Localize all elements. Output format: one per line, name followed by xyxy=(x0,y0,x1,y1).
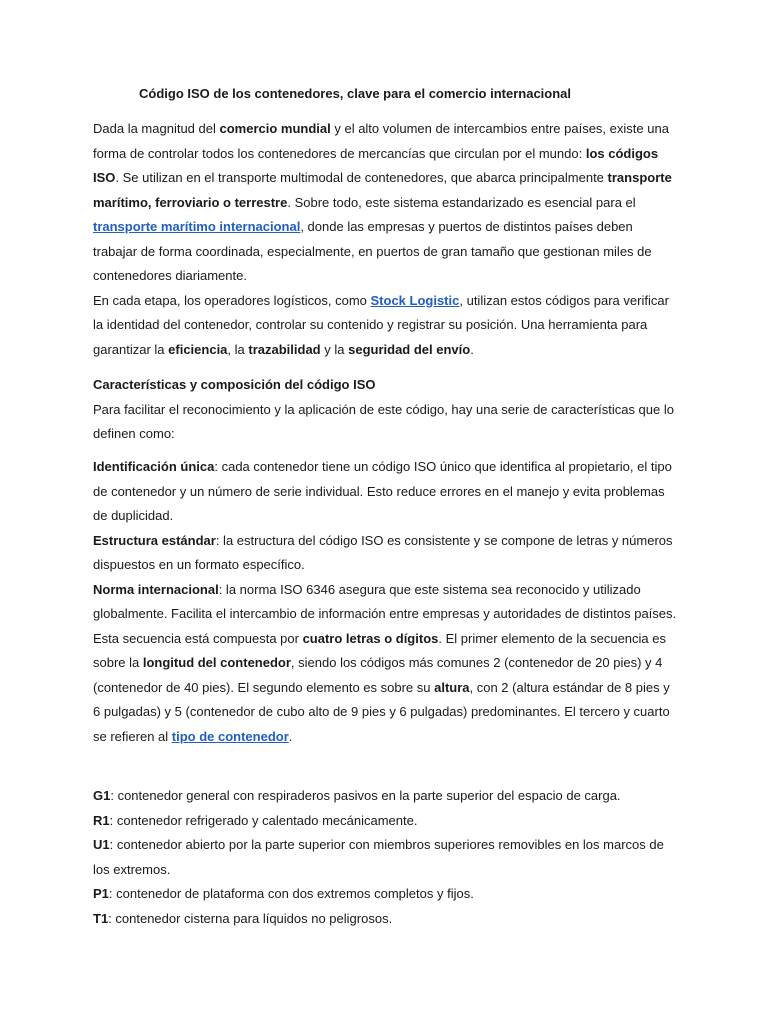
feature-label: Identificación única xyxy=(93,459,215,474)
types-block xyxy=(93,784,678,931)
stages-paragraph xyxy=(93,289,678,363)
type-item xyxy=(93,907,678,932)
intro-bold-2: los códigos ISO xyxy=(93,145,659,185)
type-text: : contenedor cisterna para líquidos no peligrosos. xyxy=(108,910,393,926)
stages-bold-3: seguridad del envío xyxy=(348,341,471,357)
type-code: P1 xyxy=(93,886,109,901)
type-item xyxy=(93,784,678,809)
type-text: : contenedor abierto por la parte superior con miembros superiores removibles en los marcos de los extremos. xyxy=(93,837,664,877)
intro-text-4: . Sobre todo, este sistema estandarizado es esencial para el xyxy=(287,194,636,210)
stages-text-3: , la xyxy=(227,341,249,357)
type-code: T1 xyxy=(93,910,109,926)
feature-item xyxy=(93,455,678,529)
type-item xyxy=(93,833,678,882)
sequence-text-4: , con 2 (altura estándar de 8 pies y 6 pulgadas) y 5 (contenedor de cubo alto de 9 pies y 6 pulgadas) predominantes. El tercero y cuarto se refieren al xyxy=(93,679,670,744)
stages-text-2: , utilizan estos códigos para verificar la identidad del contenedor, controlar su contenido y registrar su posición. Una herramienta para garantizar la xyxy=(93,292,669,357)
sequence-bold-2: longitud del contenedor xyxy=(142,655,291,670)
sequence-text-2: . El primer elemento de la secuencia es sobre la xyxy=(93,630,666,670)
type-code: U1 xyxy=(93,837,110,852)
sequence-bold-1: cuatro letras o dígitos xyxy=(302,630,439,646)
sequence-paragraph xyxy=(93,627,678,750)
type-code: G1 xyxy=(93,788,111,803)
feature-text: : la norma ISO 6346 asegura que este sistema sea reconocido y utilizado globalmente. Facilita el intercambio de información entre empresas y autoridades de distintos países. xyxy=(93,581,677,621)
type-code: R1 xyxy=(93,812,110,828)
link-tipo-de-contenedor[interactable]: tipo de contenedor xyxy=(171,728,289,744)
type-item xyxy=(93,882,678,907)
stages-text-1: En cada etapa, los operadores logísticos, como xyxy=(93,292,371,308)
document-title: Código ISO de los contenedores, clave para el comercio internacional xyxy=(139,86,572,101)
stages-text-5: . xyxy=(470,341,474,357)
sequence-bold-3: altura xyxy=(434,679,470,695)
section-block xyxy=(93,373,678,447)
type-text: : contenedor general con respiraderos pasivos en la parte superior del espacio de carga. xyxy=(110,788,621,803)
feature-item xyxy=(93,529,678,578)
intro-text-5: , donde las empresas y puertos de distintos países deben trabajar de forma coordinada, especialmente, en puertos de gran tamaño que gestionan miles de contenedores diariamente. xyxy=(93,219,652,283)
link-stock-logistic[interactable]: Stock Logistic xyxy=(370,292,460,308)
intro-bold-3: transporte marítimo, ferroviario o terrestre xyxy=(93,170,672,210)
feature-text: : cada contenedor tiene un código ISO único que identifica al propietario, el tipo de contenedor y un número de serie individual. Esto reduce errores en el manejo y evita problemas de duplicidad. xyxy=(93,459,672,523)
stages-text-4: y la xyxy=(320,341,349,357)
feature-item xyxy=(93,578,678,627)
feature-text: : la estructura del código ISO es consistente y se compone de letras y números dispuestos en un formato específico. xyxy=(93,532,673,572)
sequence-text-3: , siendo los códigos más comunes 2 (contenedor de 20 pies) y 4 (contenedor de 40 pies). El segundo elemento es sobre su xyxy=(93,655,663,695)
intro-text-1: Dada la magnitud del xyxy=(93,121,220,136)
features-block xyxy=(93,455,678,749)
stages-bold-2: trazabilidad xyxy=(248,341,321,357)
intro-paragraph xyxy=(93,117,678,289)
type-text: : contenedor de plataforma con dos extremos completos y fijos. xyxy=(108,886,474,901)
stages-bold-1: eficiencia xyxy=(168,341,228,357)
intro-text-2: y el alto volumen de intercambios entre países, existe una forma de controlar todos los contenedores de mercancías que circulan por el mundo: xyxy=(93,121,669,161)
link-transporte-maritimo[interactable]: transporte marítimo internacional xyxy=(93,219,301,234)
type-text: : contenedor refrigerado y calentado mecánicamente. xyxy=(109,812,418,828)
sequence-text-1: Esta secuencia está compuesta por xyxy=(93,630,303,646)
section-heading xyxy=(93,373,678,398)
intro-block xyxy=(93,117,678,362)
intro-text-3: . Se utilizan en el transporte multimodal de contenedores, que abarca principalmente xyxy=(115,170,608,185)
feature-label: Estructura estándar xyxy=(93,532,216,548)
sequence-text-5: . xyxy=(288,728,293,744)
section-heading-text: Características y composición del código ISO xyxy=(93,377,376,392)
feature-label: Norma internacional xyxy=(93,581,219,597)
intro-bold-1: comercio mundial xyxy=(219,121,331,136)
section-intro: Para facilitar el reconocimiento y la aplicación de este código, hay una serie de características que lo definen como: xyxy=(93,401,674,441)
type-item xyxy=(93,809,678,834)
